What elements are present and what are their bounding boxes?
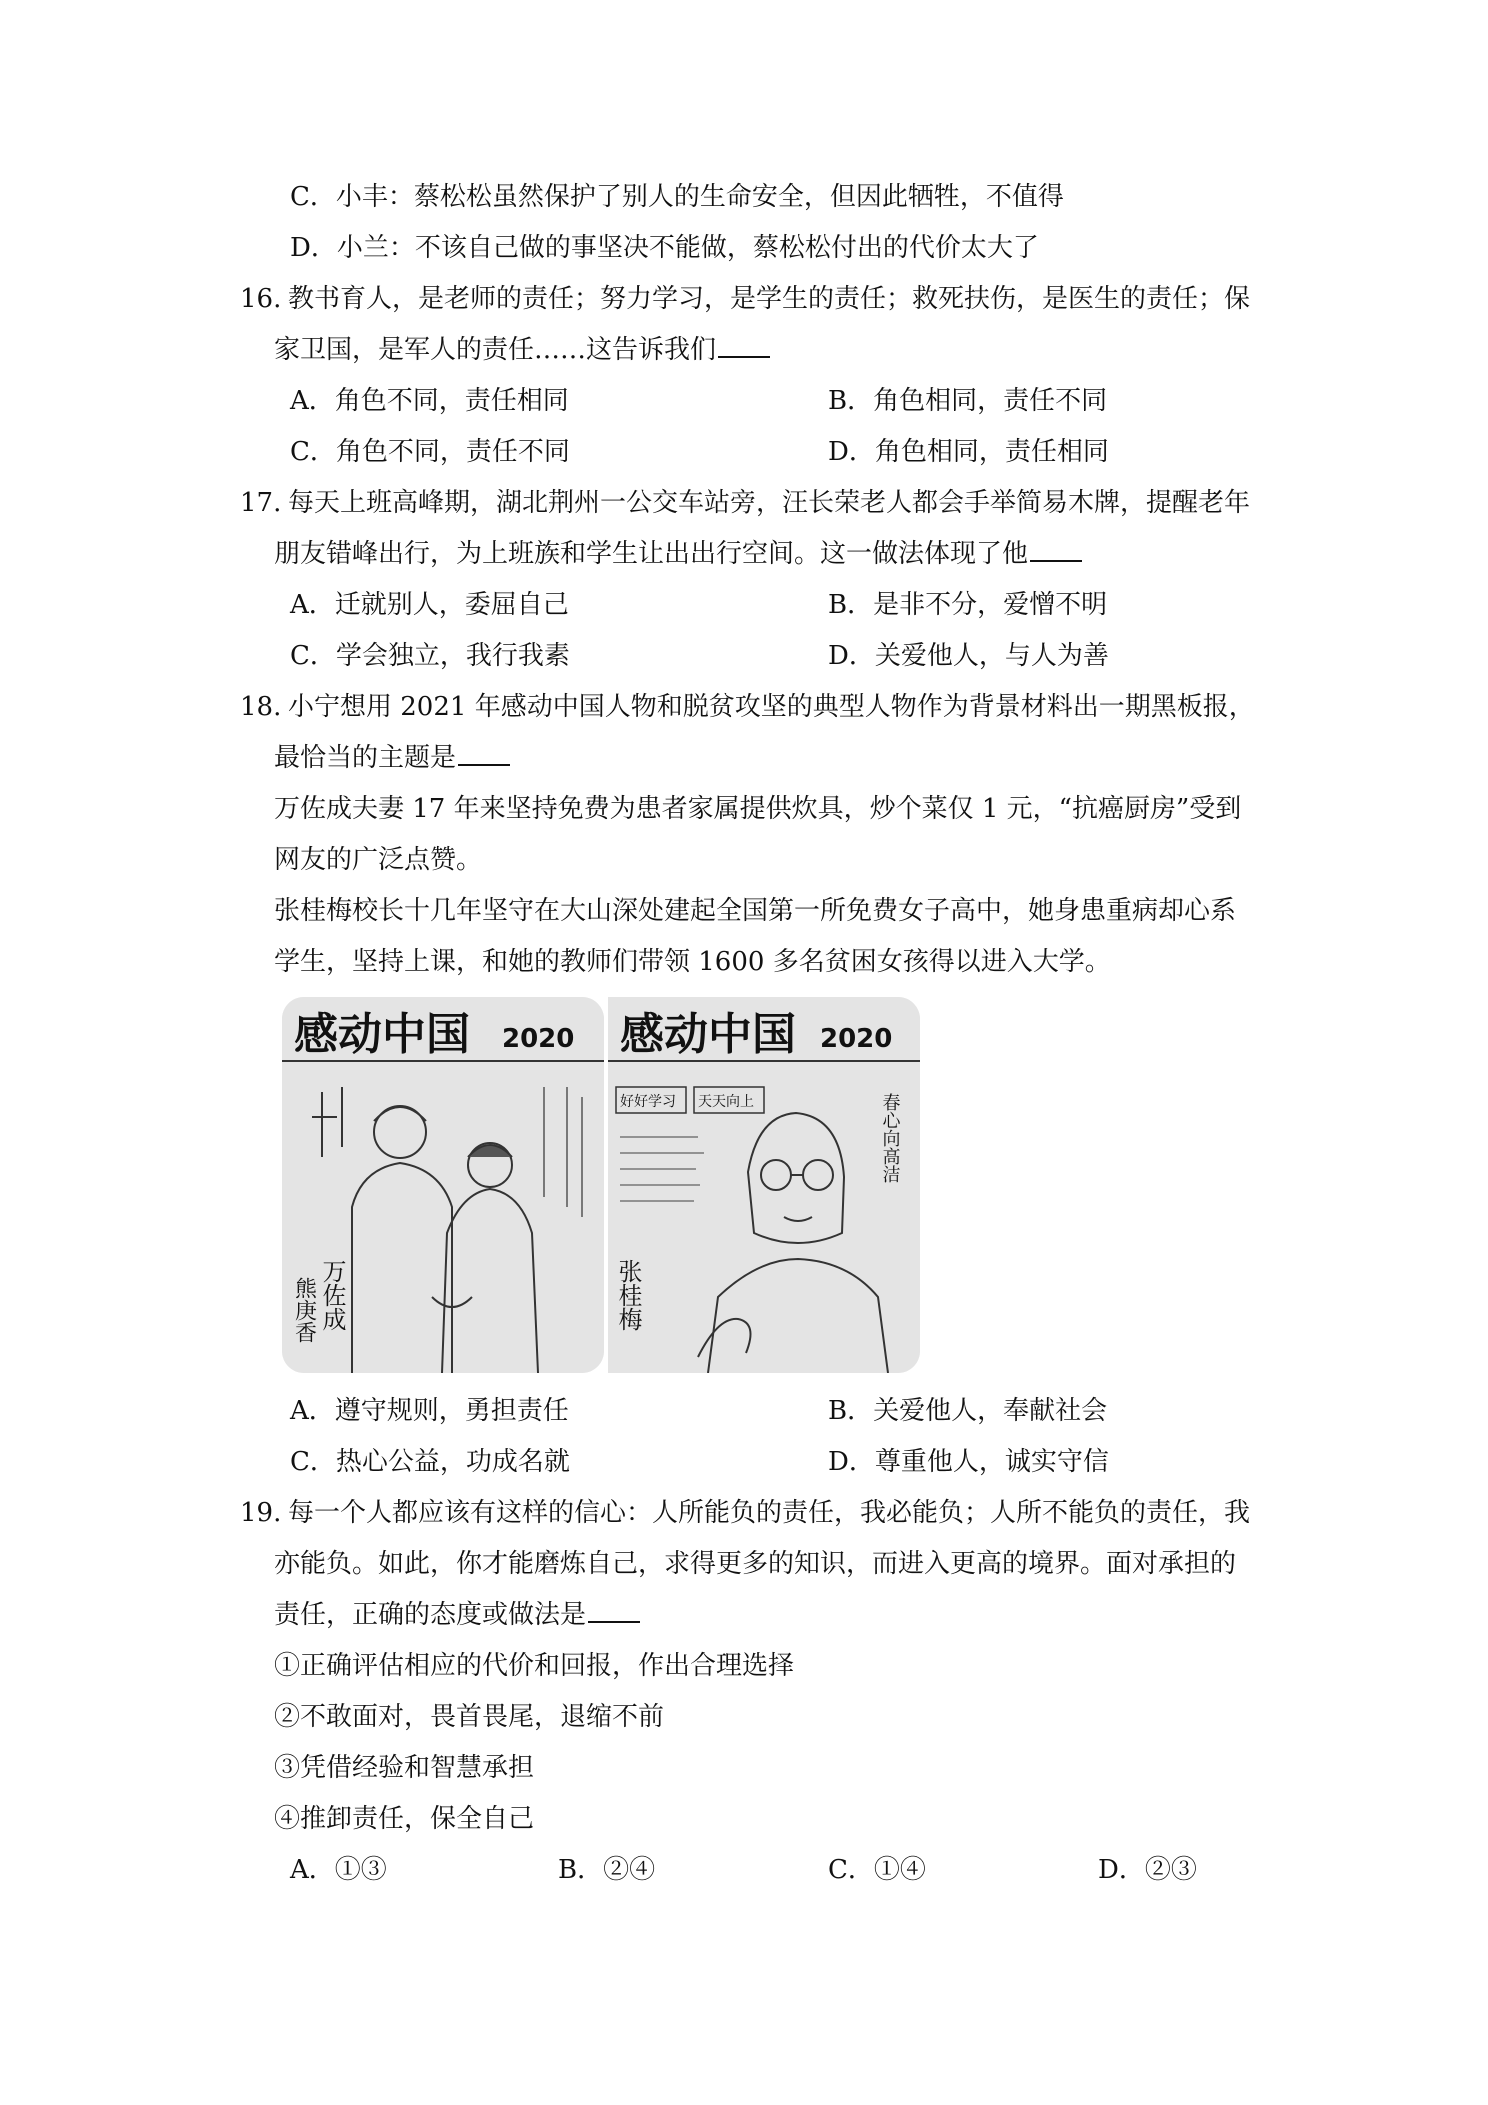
option-text: ①④ [873, 1855, 926, 1885]
option-letter: B． [558, 1855, 604, 1885]
cartoon-right-motto: 春心向高洁 [879, 1093, 901, 1183]
cartoon-right-tag1: 好好学习 [620, 1094, 676, 1110]
q16-stem-line1 [240, 281, 1250, 317]
q16-option-a [290, 383, 569, 419]
option-text: 遵守规则，勇担责任 [334, 1396, 569, 1426]
q17-stem-line1 [240, 485, 1250, 521]
q19-item-2: ②不敢面对，畏首畏尾，退缩不前 [274, 1702, 665, 1732]
option-letter: C． [290, 1447, 336, 1477]
q17-option-c [290, 638, 570, 674]
option-text: 小丰：蔡松松虽然保护了别人的生命安全，但因此牺牲，不值得 [335, 182, 1064, 212]
q18-option-c [290, 1444, 570, 1480]
option-text: 学会独立，我行我素 [335, 641, 570, 671]
q16-option-c [290, 434, 570, 470]
q18-material2-line1 [274, 893, 1236, 929]
q18-option-d [828, 1444, 1109, 1480]
q19-option-b [558, 1852, 655, 1888]
q17-option-d [828, 638, 1109, 674]
q19-item-3: ③凭借经验和智慧承担 [274, 1753, 535, 1783]
cartoon-left-title: 感动中国 [294, 1009, 470, 1060]
cartoon-right-drawing [608, 997, 920, 1373]
option-text: 角色相同，责任相同 [874, 437, 1109, 467]
q18-option-b [828, 1393, 1107, 1429]
q18-material2-line2 [274, 944, 1111, 980]
q19-stem-line3 [274, 1597, 640, 1633]
option-text: 关爱他人，与人为善 [874, 641, 1109, 671]
q19-stem-line2 [274, 1546, 1236, 1582]
option-text: ②④ [603, 1855, 656, 1885]
question-text: 责任，正确的态度或做法是 [274, 1600, 587, 1630]
q19-option-c [828, 1852, 926, 1888]
q19-option-a [290, 1852, 387, 1888]
question-text: 每一个人都应该有这样的信心：人所能负的责任，我必能负；人所不能负的责任，我 [288, 1498, 1251, 1528]
option-text: ②③ [1144, 1855, 1197, 1885]
question-text: 最恰当的主题是 [274, 743, 457, 773]
q18-material1-line2 [274, 842, 482, 878]
question-number: 18. [240, 692, 282, 722]
option-letter: B． [828, 386, 874, 416]
q19-option-d [1098, 1852, 1197, 1888]
question-number: 19. [240, 1498, 282, 1528]
q15-option-c [290, 179, 1064, 215]
answer-blank [588, 1617, 640, 1623]
q18-option-a [290, 1393, 569, 1429]
option-letter: A． [290, 1396, 335, 1426]
question-text: 教书育人，是老师的责任；努力学习，是学生的责任；救死扶伤，是医生的责任；保 [288, 284, 1251, 314]
q17-stem-line2 [274, 536, 1082, 572]
material-text: 张桂梅校长十几年坚守在大山深处建起全国第一所免费女子高中，她身患重病却心系 [274, 896, 1237, 926]
question-text: 小宁想用 2021 年感动中国人物和脱贫攻坚的典型人物作为背景材料出一期黑板报， [288, 692, 1255, 722]
option-text: 是非不分，爱憎不明 [873, 590, 1108, 620]
q17-option-b [828, 587, 1107, 623]
q16-stem-line2 [274, 332, 770, 368]
cartoon-left-drawing [282, 997, 604, 1373]
option-text: 热心公益，功成名就 [335, 1447, 570, 1477]
q19-item-4: ④推卸责任，保全自己 [274, 1804, 535, 1834]
option-letter: C． [290, 641, 336, 671]
option-letter: A． [290, 590, 335, 620]
q18-stem-line2 [274, 740, 510, 776]
option-letter: D． [828, 641, 875, 671]
option-letter: D． [828, 1447, 875, 1477]
answer-blank [1030, 556, 1082, 562]
question-number: 16. [240, 284, 282, 314]
question-number: 17. [240, 488, 282, 518]
q19-item-1: ①正确评估相应的代价和回报，作出合理选择 [274, 1651, 795, 1681]
question-text: 亦能负。如此，你才能磨炼自己，求得更多的知识，而进入更高的境界。面对承担的 [274, 1549, 1237, 1579]
option-text: 角色不同，责任相同 [334, 386, 569, 416]
material-text: 网友的广泛点赞。 [274, 845, 483, 875]
cartoon-left-name1: 万佐成 [318, 1259, 346, 1331]
cartoon-left-name2: 熊庚香 [291, 1277, 317, 1343]
option-letter: A． [290, 386, 335, 416]
question-text: 朋友错峰出行，为上班族和学生让出出行空间。这一做法体现了他 [274, 539, 1029, 569]
option-text: 关爱他人，奉献社会 [873, 1396, 1108, 1426]
q16-option-b [828, 383, 1107, 419]
option-letter: A． [290, 1855, 335, 1885]
option-text: 迁就别人，委屈自己 [334, 590, 569, 620]
option-text: ①③ [334, 1855, 387, 1885]
option-letter: B． [828, 590, 874, 620]
q15-option-d [290, 230, 1039, 266]
option-text: 角色相同，责任不同 [873, 386, 1108, 416]
answer-blank [458, 760, 510, 766]
cartoon-right-year: 2020 [820, 1024, 893, 1054]
q17-option-a [290, 587, 569, 623]
option-letter: D． [1098, 1855, 1145, 1885]
cartoon-right-image [608, 997, 920, 1373]
cartoon-right-title: 感动中国 [620, 1009, 796, 1060]
option-letter: C． [290, 437, 336, 467]
cartoon-right-name: 张桂梅 [614, 1259, 642, 1331]
option-letter: C． [290, 182, 336, 212]
option-letter: B． [828, 1396, 874, 1426]
option-text: 小兰：不该自己做的事坚决不能做，蔡松松付出的代价太大了 [336, 233, 1039, 263]
material-text: 学生，坚持上课，和她的教师们带领 1600 多名贫困女孩得以进入大学。 [274, 947, 1111, 977]
option-letter: D． [828, 437, 875, 467]
q16-option-d [828, 434, 1109, 470]
option-letter: C． [828, 1855, 874, 1885]
q18-stem-line1 [240, 689, 1255, 725]
cartoon-left-image [282, 997, 604, 1373]
q18-material1-line1 [274, 791, 1241, 827]
material-text: 万佐成夫妻 17 年来坚持免费为患者家属提供炊具，炒个菜仅 1 元，“抗癌厨房”受到 [274, 794, 1242, 824]
question-text: 每天上班高峰期，湖北荆州一公交车站旁，汪长荣老人都会手举简易木牌，提醒老年 [288, 488, 1251, 518]
cartoon-left-year: 2020 [502, 1024, 575, 1054]
option-text: 尊重他人，诚实守信 [874, 1447, 1109, 1477]
option-letter: D． [290, 233, 337, 263]
cartoon-right-tag2: 天天向上 [698, 1094, 754, 1110]
option-text: 角色不同，责任不同 [335, 437, 570, 467]
q19-stem-line1 [240, 1495, 1250, 1531]
answer-blank [718, 352, 770, 358]
question-text: 家卫国，是军人的责任……这告诉我们 [274, 335, 717, 365]
